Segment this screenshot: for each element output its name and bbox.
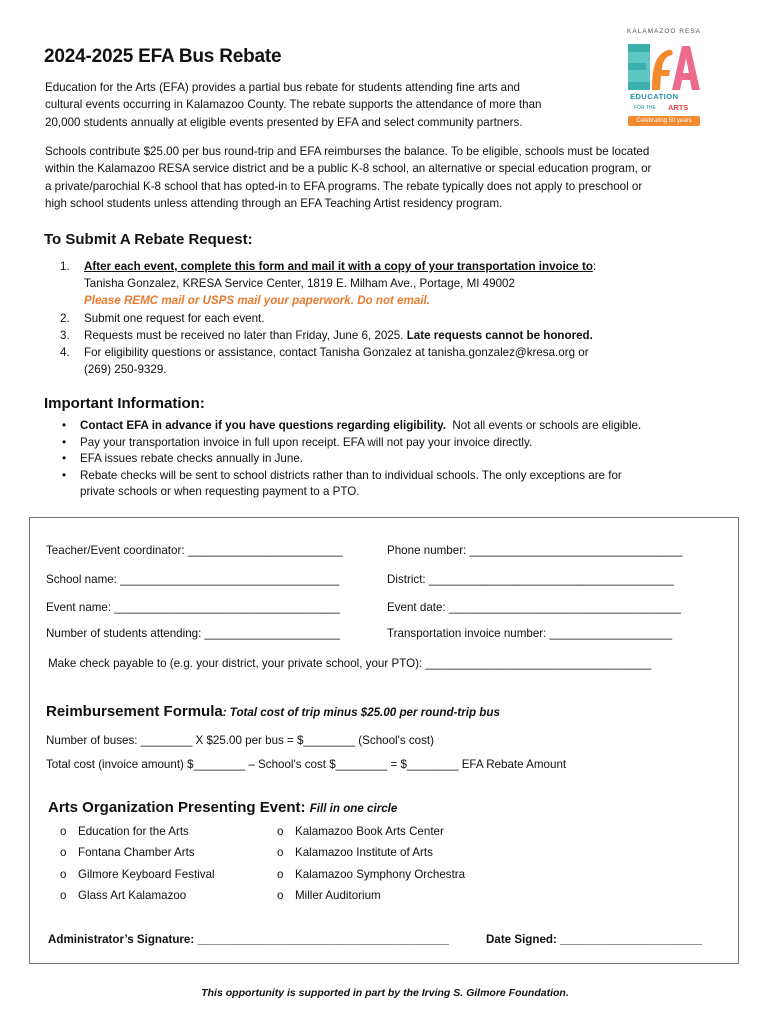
important-item [62, 468, 641, 485]
org-label: Gilmore Keyboard Festival [78, 868, 215, 881]
submit-item-1 [60, 258, 596, 275]
item-number: 1. [60, 260, 70, 273]
org-label: Fontana Chamber Arts [78, 846, 195, 859]
event-date-field[interactable]: Event date: ____________________________________ [387, 601, 681, 614]
eligibility-line: high school students unless attending through an EFA Teaching Artist residency program. [45, 197, 503, 211]
important-item [62, 435, 641, 452]
org-label: Glass Art Kalamazoo [78, 889, 187, 902]
footer-credit: This opportunity is supported in part by the Irving S. Gilmore Foundation. [201, 987, 569, 999]
submit-list [60, 258, 596, 378]
important-text: private schools or when requesting payment to a PTO. [80, 485, 360, 498]
important-heading: Important Information: [44, 395, 205, 412]
buses-line[interactable]: Number of buses: ________ X $25.00 per bus = $________ (School's cost) [46, 734, 434, 747]
org-label: Kalamazoo Book Arts Center [295, 825, 444, 838]
submit-item-text: For eligibility questions or assistance, contact Tanisha Gonzalez at tanisha.gonzalez@kresa.org or [84, 346, 589, 360]
important-item [62, 418, 641, 435]
address-text: Tanisha Gonzalez, KRESA Service Center, 1819 E. Milham Ave., Portage, MI 49002 [84, 277, 515, 291]
logo-arts: ARTS [668, 103, 689, 112]
eligibility-paragraph [45, 143, 651, 213]
radio-circle-icon[interactable]: o [60, 846, 67, 859]
mail-note-text: Please REMC mail or USPS mail your paperwork. Do not email. [84, 294, 430, 308]
orgs-subtitle: Fill in one circle [309, 802, 398, 815]
invoice-number-field[interactable]: Transportation invoice number: ___________________ [387, 627, 673, 640]
eligibility-line: within the Kalamazoo RESA service district and be a public K-8 school, an alternative or special education program, or [45, 162, 652, 176]
orgs-heading [48, 799, 397, 816]
orgs-title: Arts Organization Presenting Event: [48, 799, 306, 816]
org-option-miller[interactable] [277, 889, 381, 902]
logo-top-text: KALAMAZOO RESA [627, 28, 701, 35]
submit-item-4-cont [60, 361, 596, 378]
event-name-field[interactable]: Event name: ___________________________________ [46, 601, 340, 614]
org-label: Kalamazoo Symphony Orchestra [295, 868, 466, 881]
late-warning: Late requests cannot be honored. [406, 328, 593, 342]
important-bold: Contact EFA in advance if you have questions regarding eligibility. [80, 419, 446, 432]
important-text: Pay your transportation invoice in full upon receipt. EFA will not pay your invoice directly. [80, 435, 533, 449]
formula-heading [46, 703, 500, 720]
district-field[interactable]: District: ______________________________________ [387, 573, 674, 586]
logo-badge: Celebrating 50 years [628, 116, 700, 126]
important-text: Rebate checks will be sent to school districts rather than to individual schools. The only exceptions are for [80, 468, 622, 482]
radio-circle-icon[interactable]: o [277, 868, 284, 881]
org-option-glass-art[interactable] [60, 889, 186, 902]
logo-forthe: FOR THE [634, 105, 656, 111]
bullet: • [62, 452, 67, 465]
submit-heading: To Submit A Rebate Request: [44, 231, 253, 248]
formula-title: Reimbursement Formula [46, 703, 223, 720]
mailing-address [60, 275, 596, 292]
submit-item-4 [60, 344, 596, 361]
eligibility-line: Schools contribute $25.00 per bus round-trip and EFA reimburses the balance. To be eligible, schools must be located [45, 145, 650, 158]
total-cost-line[interactable]: Total cost (invoice amount) $________ – School's cost $________ = $________ EFA Rebate Amount [46, 758, 567, 771]
important-item [62, 451, 641, 468]
mail-note [60, 292, 596, 309]
eligibility-line: a private/parochial K-8 school that has opted-in to EFA programs. The rebate typically does not apply to preschool or [45, 179, 643, 193]
radio-circle-icon[interactable]: o [277, 846, 284, 859]
intro-line: 20,000 students annually at eligible events presented by EFA and select community partners. [45, 115, 523, 129]
org-label: Kalamazoo Institute of Arts [295, 846, 433, 859]
submit-item-text: Submit one request for each event. [84, 311, 265, 325]
intro-line: cultural events occurring in Kalamazoo County. The rebate supports the attendance of more than [45, 98, 542, 112]
school-field[interactable]: School name: __________________________________ [46, 573, 340, 586]
radio-circle-icon[interactable]: o [60, 889, 67, 902]
admin-signature-field[interactable]: Administrator’s Signature: _______________________________________ [48, 933, 449, 946]
item-number: 2. [60, 311, 70, 325]
intro-paragraph [45, 79, 541, 131]
radio-circle-icon[interactable]: o [277, 825, 284, 838]
page-title: 2024-2025 EFA Bus Rebate [44, 46, 282, 67]
radio-circle-icon[interactable]: o [60, 868, 67, 881]
item-number: 3. [60, 328, 70, 342]
bullet: • [62, 435, 67, 449]
bullet: • [62, 419, 67, 432]
phone-field[interactable]: Phone number: _________________________________ [387, 544, 683, 557]
org-label: Education for the Arts [78, 825, 189, 838]
formula-subtitle: : Total cost of trip minus $25.00 per round-trip bus [222, 706, 500, 719]
phone-text: (269) 250-9329. [84, 363, 167, 377]
important-text: Not all events or schools are eligible. [452, 419, 642, 432]
colon: : [592, 260, 597, 273]
item-number: 4. [60, 346, 70, 360]
org-option-gilmore[interactable] [60, 868, 215, 881]
important-text: EFA issues rebate checks annually in June. [80, 452, 303, 465]
radio-circle-icon[interactable]: o [277, 889, 284, 902]
org-option-book-arts[interactable] [277, 825, 444, 838]
org-option-education-for-the-arts[interactable] [60, 825, 189, 838]
teacher-field[interactable]: Teacher/Event coordinator: ________________________ [46, 544, 343, 557]
org-option-institute-of-arts[interactable] [277, 846, 433, 859]
submit-instruction: After each event, complete this form and mail it with a copy of your transportation invoice to [84, 260, 593, 273]
submit-item-3 [60, 327, 596, 344]
important-list [62, 418, 641, 501]
org-option-symphony[interactable] [277, 868, 465, 881]
submit-item-text: Requests must be received no later than Friday, June 6, 2025. [84, 328, 404, 342]
bullet: • [62, 468, 67, 482]
important-item-cont [62, 484, 641, 501]
date-signed-field[interactable]: Date Signed: ______________________ [486, 933, 702, 946]
students-field[interactable]: Number of students attending: _____________________ [46, 627, 340, 640]
logo-education: EDUCATION [630, 92, 679, 101]
efa-logo-mark [622, 36, 706, 100]
radio-circle-icon[interactable]: o [60, 825, 67, 838]
org-option-fontana[interactable] [60, 846, 195, 859]
submit-item-2 [60, 310, 596, 327]
payable-field[interactable]: Make check payable to (e.g. your district, your private school, your PTO): ___________________________________ [48, 657, 652, 670]
org-label: Miller Auditorium [295, 889, 381, 902]
efa-logo [622, 28, 706, 130]
intro-line: Education for the Arts (EFA) provides a partial bus rebate for students attending fine arts and [45, 81, 520, 94]
